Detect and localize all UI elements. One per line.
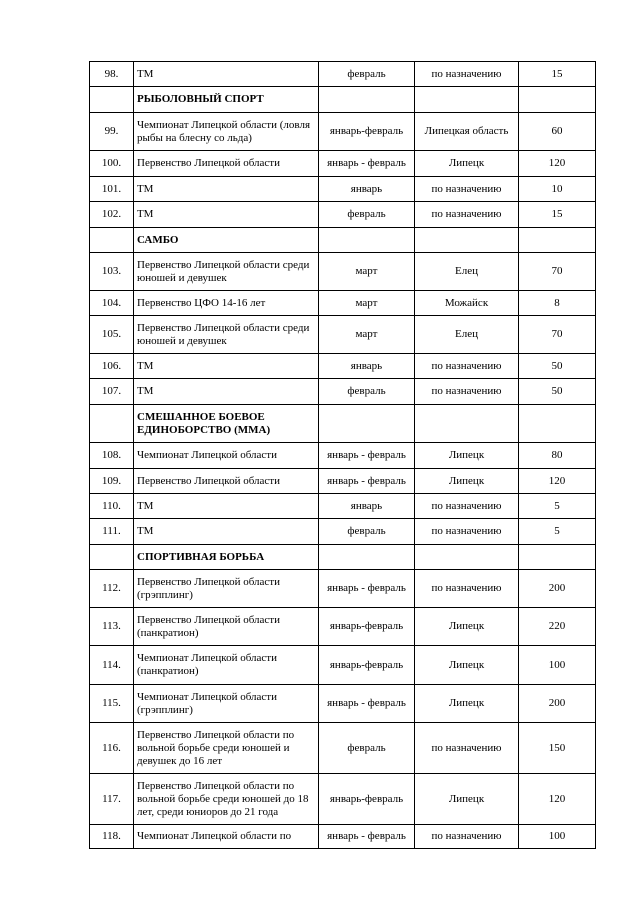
event-place-cell: Елец	[415, 253, 519, 291]
row-number-cell	[90, 228, 134, 253]
section-row	[90, 545, 596, 570]
event-date-cell: март	[319, 291, 415, 316]
row-number-cell: 112.	[90, 570, 134, 608]
table-row	[90, 113, 596, 151]
participants-cell: 5	[519, 494, 596, 519]
table-row	[90, 253, 596, 291]
event-name-cell: Первенство Липецкой области (панкратион)	[134, 608, 319, 646]
table-row	[90, 608, 596, 646]
event-name-cell: Первенство Липецкой области среди юношей и девушек	[134, 253, 319, 291]
event-place-cell: по назначению	[415, 723, 519, 774]
event-place-cell: Липецкая область	[415, 113, 519, 151]
table-row	[90, 469, 596, 494]
event-name-cell: Первенство Липецкой области по вольной борьбе среди юношей до 18 лет, среди юниоров до 21 года	[134, 774, 319, 825]
table-row	[90, 62, 596, 87]
event-date-cell: январь	[319, 494, 415, 519]
event-place-cell: по назначению	[415, 825, 519, 849]
event-place-cell: по назначению	[415, 494, 519, 519]
event-date-cell: март	[319, 316, 415, 354]
row-number-cell: 98.	[90, 62, 134, 87]
row-number-cell: 110.	[90, 494, 134, 519]
event-place-cell: Можайск	[415, 291, 519, 316]
events-table	[89, 61, 596, 849]
table-row	[90, 177, 596, 202]
row-number-cell: 101.	[90, 177, 134, 202]
event-name-cell: ТМ	[134, 519, 319, 545]
participants-cell: 120	[519, 151, 596, 177]
participants-cell	[519, 228, 596, 253]
participants-cell: 5	[519, 519, 596, 545]
participants-cell: 80	[519, 443, 596, 469]
participants-cell: 8	[519, 291, 596, 316]
table-row	[90, 519, 596, 545]
event-place-cell: по назначению	[415, 177, 519, 202]
event-date-cell	[319, 405, 415, 443]
participants-cell: 200	[519, 685, 596, 723]
row-number-cell: 108.	[90, 443, 134, 469]
section-title-cell: САМБО	[134, 228, 319, 253]
event-place-cell: Липецк	[415, 443, 519, 469]
row-number-cell	[90, 87, 134, 113]
event-name-cell: Первенство Липецкой области среди юношей и девушек	[134, 316, 319, 354]
event-name-cell: ТМ	[134, 177, 319, 202]
table-row	[90, 646, 596, 685]
participants-cell: 70	[519, 253, 596, 291]
row-number-cell: 104.	[90, 291, 134, 316]
section-title-cell: СПОРТИВНАЯ БОРЬБА	[134, 545, 319, 570]
table-row	[90, 443, 596, 469]
participants-cell: 70	[519, 316, 596, 354]
row-number-cell: 100.	[90, 151, 134, 177]
participants-cell: 10	[519, 177, 596, 202]
event-date-cell: январь	[319, 354, 415, 379]
row-number-cell: 107.	[90, 379, 134, 405]
participants-cell: 220	[519, 608, 596, 646]
participants-cell: 150	[519, 723, 596, 774]
event-date-cell: январь - февраль	[319, 825, 415, 849]
participants-cell: 50	[519, 354, 596, 379]
event-name-cell: Первенство Липецкой области по вольной борьбе среди юношей и девушек до 16 лет	[134, 723, 319, 774]
participants-cell: 15	[519, 202, 596, 228]
event-place-cell	[415, 545, 519, 570]
participants-cell: 120	[519, 774, 596, 825]
event-place-cell: по назначению	[415, 379, 519, 405]
event-place-cell: Елец	[415, 316, 519, 354]
event-place-cell: по назначению	[415, 570, 519, 608]
table-row	[90, 825, 596, 849]
event-date-cell: январь - февраль	[319, 151, 415, 177]
event-date-cell: январь - февраль	[319, 469, 415, 494]
event-date-cell: январь - февраль	[319, 443, 415, 469]
event-name-cell: Первенство Липецкой области	[134, 469, 319, 494]
participants-cell	[519, 87, 596, 113]
row-number-cell	[90, 405, 134, 443]
event-name-cell: ТМ	[134, 379, 319, 405]
row-number-cell: 117.	[90, 774, 134, 825]
row-number-cell: 99.	[90, 113, 134, 151]
event-date-cell: январь-февраль	[319, 608, 415, 646]
table-row	[90, 151, 596, 177]
participants-cell: 120	[519, 469, 596, 494]
section-row	[90, 87, 596, 113]
event-name-cell: Первенство Липецкой области	[134, 151, 319, 177]
section-row	[90, 228, 596, 253]
event-place-cell: Липецк	[415, 608, 519, 646]
event-name-cell: ТМ	[134, 202, 319, 228]
row-number-cell	[90, 545, 134, 570]
participants-cell: 200	[519, 570, 596, 608]
row-number-cell: 105.	[90, 316, 134, 354]
participants-cell: 50	[519, 379, 596, 405]
table-row	[90, 379, 596, 405]
event-place-cell: Липецк	[415, 469, 519, 494]
event-date-cell	[319, 87, 415, 113]
event-date-cell: февраль	[319, 723, 415, 774]
table-row	[90, 316, 596, 354]
event-name-cell: ТМ	[134, 354, 319, 379]
event-name-cell: Чемпионат Липецкой области (панкратион)	[134, 646, 319, 685]
event-date-cell: февраль	[319, 379, 415, 405]
event-name-cell: ТМ	[134, 62, 319, 87]
event-date-cell: январь-февраль	[319, 646, 415, 685]
event-place-cell	[415, 405, 519, 443]
event-date-cell: февраль	[319, 519, 415, 545]
event-name-cell: Чемпионат Липецкой области (грэпплинг)	[134, 685, 319, 723]
row-number-cell: 111.	[90, 519, 134, 545]
section-title-cell: СМЕШАННОЕ БОЕВОЕ ЕДИНОБОРСТВО (ММА)	[134, 405, 319, 443]
event-date-cell: февраль	[319, 62, 415, 87]
event-date-cell: февраль	[319, 202, 415, 228]
event-date-cell: январь-февраль	[319, 113, 415, 151]
event-place-cell: по назначению	[415, 62, 519, 87]
event-date-cell	[319, 228, 415, 253]
event-name-cell: Чемпионат Липецкой области (ловля рыбы на блесну со льда)	[134, 113, 319, 151]
row-number-cell: 114.	[90, 646, 134, 685]
event-place-cell: по назначению	[415, 519, 519, 545]
event-name-cell: ТМ	[134, 494, 319, 519]
event-name-cell: Чемпионат Липецкой области по	[134, 825, 319, 849]
event-date-cell	[319, 545, 415, 570]
participants-cell	[519, 405, 596, 443]
row-number-cell: 102.	[90, 202, 134, 228]
event-name-cell: Первенство ЦФО 14-16 лет	[134, 291, 319, 316]
participants-cell: 60	[519, 113, 596, 151]
row-number-cell: 115.	[90, 685, 134, 723]
row-number-cell: 113.	[90, 608, 134, 646]
participants-cell: 100	[519, 825, 596, 849]
row-number-cell: 116.	[90, 723, 134, 774]
event-place-cell: по назначению	[415, 354, 519, 379]
row-number-cell: 109.	[90, 469, 134, 494]
table-row	[90, 723, 596, 774]
section-title-cell: РЫБОЛОВНЫЙ СПОРТ	[134, 87, 319, 113]
event-place-cell	[415, 87, 519, 113]
event-date-cell: январь - февраль	[319, 685, 415, 723]
event-date-cell: январь - февраль	[319, 570, 415, 608]
participants-cell: 15	[519, 62, 596, 87]
table-row	[90, 291, 596, 316]
event-date-cell: январь	[319, 177, 415, 202]
table-row	[90, 202, 596, 228]
participants-cell	[519, 545, 596, 570]
table-row	[90, 774, 596, 825]
event-place-cell: по назначению	[415, 202, 519, 228]
events-table-body	[90, 62, 596, 849]
participants-cell: 100	[519, 646, 596, 685]
row-number-cell: 106.	[90, 354, 134, 379]
event-place-cell: Липецк	[415, 151, 519, 177]
event-name-cell: Чемпионат Липецкой области	[134, 443, 319, 469]
event-date-cell: март	[319, 253, 415, 291]
event-place-cell	[415, 228, 519, 253]
section-row	[90, 405, 596, 443]
event-name-cell: Первенство Липецкой области (грэпплинг)	[134, 570, 319, 608]
table-row	[90, 494, 596, 519]
table-row	[90, 685, 596, 723]
table-row	[90, 570, 596, 608]
event-place-cell: Липецк	[415, 774, 519, 825]
table-row	[90, 354, 596, 379]
event-date-cell: январь-февраль	[319, 774, 415, 825]
row-number-cell: 118.	[90, 825, 134, 849]
event-place-cell: Липецк	[415, 685, 519, 723]
row-number-cell: 103.	[90, 253, 134, 291]
event-place-cell: Липецк	[415, 646, 519, 685]
